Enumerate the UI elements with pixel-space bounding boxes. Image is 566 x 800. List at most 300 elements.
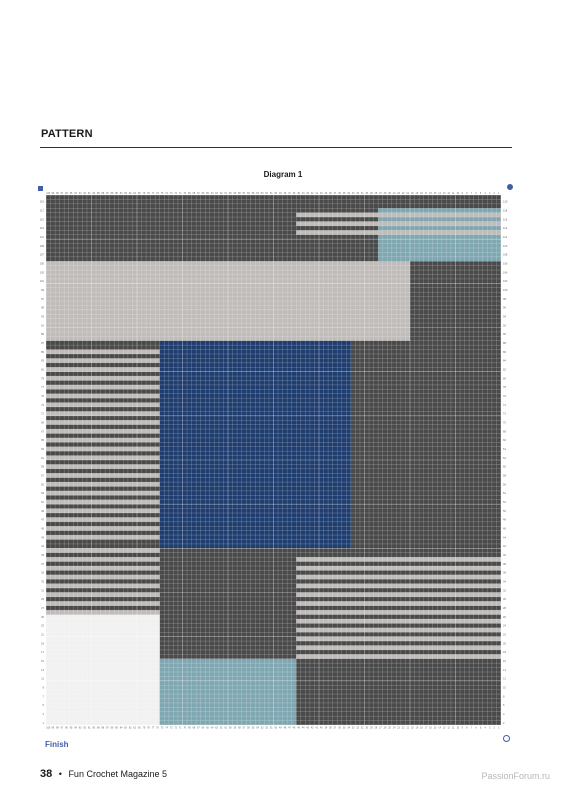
stripe-band-3-30 [296,593,501,597]
page-number: 38 [40,768,53,780]
column-number-label: 2 [493,192,495,195]
row-number-label: 36 [503,571,506,575]
row-number-label: 80 [503,377,506,381]
stripe-band-3-24 [296,619,501,623]
row-number-label: 67 [41,430,44,434]
column-number-label: 55 [251,192,255,195]
column-number-label: 85 [115,192,118,195]
column-number-label: 65 [206,192,209,195]
row-number-label: 53 [41,492,44,496]
column-number-label: 19 [415,726,419,730]
column-number-label: 13 [442,192,446,195]
column-number-label: 9 [461,726,463,730]
column-number-label: 74 [165,192,168,195]
column-number-label: 9 [461,192,463,195]
column-number-label: 80 [137,192,141,195]
row-number-label: 35 [41,571,44,575]
column-number-label: 73 [169,726,173,730]
row-number-label: 91 [41,324,44,328]
row-number-label: 8 [503,695,505,699]
row-number-label: 65 [41,439,44,443]
column-number-label: 99 [51,726,55,730]
column-number-label: 71 [178,726,182,730]
row-number-label: 63 [41,447,44,451]
row-number-label: 29 [41,598,44,602]
column-number-label: 37 [333,192,337,195]
stripe-band-4-26 [46,610,160,614]
column-number-label: 92 [83,726,87,730]
column-number-label: 56 [247,192,250,195]
column-number-label: 36 [338,726,341,730]
column-number-label: 60 [228,726,232,730]
column-number-label: 45 [297,192,300,195]
row-number-label: 109 [39,244,44,248]
row-number-label: 103 [39,271,44,275]
column-number-label: 94 [74,726,77,730]
column-number-label: 28 [374,726,378,730]
column-number-label: 86 [110,192,114,195]
column-number-label: 48 [283,726,287,730]
column-number-label: 20 [410,726,414,730]
column-number-label: 99 [51,192,55,195]
row-number-label: 34 [503,580,506,584]
column-number-label: 52 [265,192,269,195]
row-number-label: 93 [41,315,44,319]
row-number-label: 24 [503,624,506,628]
row-number-label: 1 [42,721,44,725]
row-number-label: 48 [503,518,506,522]
stripe-band-5-67 [46,429,160,433]
column-number-label: 41 [315,192,319,195]
row-number-label: 116 [503,218,508,222]
row-number-label: 52 [503,500,506,504]
stripe-band-5-75 [46,394,160,398]
column-number-label: 20 [410,192,414,195]
column-number-label: 1 [498,192,500,195]
row-number-label: 105 [39,262,44,266]
column-number-label: 96 [65,726,68,730]
row-number-label: 42 [503,545,506,549]
row-number-label: 120 [503,200,508,204]
magazine-name: Fun Crochet Magazine 5 [68,769,167,779]
row-number-label: 21 [41,633,44,637]
row-number-label: 112 [503,235,508,239]
row-number-label: 43 [41,536,44,540]
row-number-label: 39 [41,553,44,557]
section-divider [40,147,512,148]
column-number-label: 5 [479,192,482,195]
column-number-label: 39 [324,192,328,195]
column-number-label: 39 [324,726,328,730]
stripe-band-3-20 [296,637,501,641]
column-number-label: 33 [351,192,355,195]
column-number-label: 72 [174,726,178,730]
row-number-label: 94 [503,315,506,319]
column-number-label: 4 [484,192,486,195]
stripe-band-3-22 [296,628,501,632]
row-number-label: 77 [41,386,44,390]
row-number-label: 4 [503,712,505,716]
column-number-label: 84 [119,726,123,730]
row-number-label: 101 [39,280,44,284]
watermark: PassionForum.ru [481,771,550,781]
row-number-label: 46 [503,527,506,531]
stripe-band-3-38 [296,557,501,561]
column-number-label: 84 [119,192,123,195]
column-number-label: 90 [92,192,96,195]
row-number-label: 81 [41,368,44,372]
row-number-label: 41 [41,545,44,549]
stripe-band-4-38 [46,557,160,561]
section-title: PATTERN [41,128,93,140]
column-number-label: 79 [142,192,146,195]
page-footer [40,768,167,780]
column-number-label: 76 [156,192,159,195]
column-number-label: 24 [392,726,396,730]
stripe-band-5-57 [46,473,160,477]
stripe-band-5-45 [46,526,160,530]
column-number-label: 81 [133,726,137,730]
row-number-label: 66 [503,439,506,443]
column-number-label: 57 [242,726,246,730]
column-number-label: 98 [56,726,59,730]
column-number-label: 57 [242,192,246,195]
column-number-label: 87 [106,192,109,195]
column-number-label: 19 [415,192,419,195]
column-number-label: 91 [87,726,91,730]
row-number-label: 40 [503,553,506,557]
row-number-label: 62 [503,456,506,460]
stripe-band-5-71 [46,411,160,415]
stripe-band-5-83 [46,358,160,362]
column-number-label: 89 [96,726,100,730]
column-number-label: 40 [319,726,323,730]
row-number-label: 60 [503,465,506,469]
column-number-label: 55 [251,726,255,730]
column-number-label: 43 [306,192,309,195]
finish-label: Finish [45,740,69,749]
column-number-label: 15 [433,192,437,195]
row-number-label: 26 [503,615,506,619]
column-number-label: 82 [128,726,132,730]
column-number-label: 67 [197,726,200,730]
color-block-1 [46,615,160,725]
column-number-label: 51 [269,192,273,195]
row-number-label: 114 [503,227,508,231]
row-number-label: 37 [41,562,44,566]
row-number-label: 71 [41,412,44,416]
column-number-label: 25 [388,726,391,730]
column-number-label: 12 [447,726,451,730]
column-number-label: 23 [397,726,400,730]
column-number-label: 53 [260,726,264,730]
stripe-band-5-53 [46,491,160,495]
column-number-label: 91 [87,192,91,195]
row-number-label: 55 [41,483,44,487]
stripe-band-5-79 [46,376,160,380]
column-number-label: 70 [183,192,187,195]
column-number-label: 6 [475,726,477,730]
stripe-band-5-51 [46,500,160,504]
row-number-label: 45 [41,527,44,531]
row-number-label: 47 [41,518,44,522]
stripe-band-4-28 [46,601,160,605]
pattern-chart [36,190,511,736]
stripe-band-9-112 [296,230,501,234]
row-number-label: 51 [41,500,44,504]
stripe-band-5-49 [46,509,160,513]
column-number-label: 76 [156,726,159,730]
row-number-label: 107 [39,253,44,257]
stripe-band-5-47 [46,517,160,521]
column-number-label: 8 [466,726,468,730]
column-number-label: 63 [215,192,218,195]
column-number-label: 35 [342,192,346,195]
column-number-label: 51 [269,726,273,730]
row-number-label: 108 [503,253,508,257]
row-number-label: 100 [503,288,508,292]
column-number-label: 22 [401,192,405,195]
row-number-label: 5 [42,704,44,708]
column-number-label: 53 [260,192,264,195]
column-number-label: 44 [301,192,305,195]
row-number-label: 2 [503,721,505,725]
row-number-label: 82 [503,368,506,372]
column-number-label: 65 [206,726,209,730]
column-number-label: 73 [169,192,173,195]
column-number-label: 41 [315,726,319,730]
row-number-label: 28 [503,606,506,610]
row-number-label: 89 [41,333,44,337]
column-number-label: 17 [424,192,428,195]
stripe-band-5-81 [46,367,160,371]
row-number-label: 118 [503,209,508,213]
row-number-label: 44 [503,536,506,540]
stripe-band-4-32 [46,584,160,588]
column-number-label: 100 [46,192,51,195]
column-number-label: 45 [297,726,300,730]
column-number-label: 47 [288,192,291,195]
column-number-label: 35 [342,726,346,730]
stripe-band-5-73 [46,403,160,407]
column-number-label: 2 [493,726,495,730]
column-number-label: 50 [274,192,278,195]
column-number-label: 78 [147,192,150,195]
column-number-label: 26 [383,192,387,195]
stripe-band-4-30 [46,593,160,597]
row-number-label: 70 [503,421,506,425]
column-number-label: 66 [201,726,205,730]
row-number-label: 31 [41,589,44,593]
column-number-label: 63 [215,726,218,730]
column-number-label: 8 [466,192,468,195]
column-number-label: 27 [379,192,382,195]
column-number-label: 88 [101,192,105,195]
column-number-label: 59 [233,192,237,195]
column-number-label: 97 [60,192,64,195]
stripe-band-3-36 [296,566,501,570]
row-number-label: 12 [503,677,506,681]
column-number-label: 69 [187,192,191,195]
column-number-label: 64 [210,192,214,195]
row-number-label: 76 [503,394,506,398]
row-number-label: 115 [39,218,44,222]
column-number-label: 12 [447,192,451,195]
column-number-label: 64 [210,726,214,730]
stripe-band-5-65 [46,438,160,442]
column-number-label: 43 [306,726,309,730]
row-number-label: 20 [503,642,506,646]
column-number-label: 14 [438,192,441,195]
column-number-label: 7 [470,192,473,195]
row-number-label: 90 [503,333,506,337]
column-number-label: 10 [456,726,460,730]
column-number-label: 68 [192,192,196,195]
row-number-label: 38 [503,562,506,566]
stripe-band-4-40 [46,548,160,552]
column-number-label: 88 [101,726,105,730]
column-number-label: 67 [197,192,200,195]
column-number-label: 48 [283,192,287,195]
column-number-label: 18 [420,192,423,195]
column-number-label: 46 [292,192,296,195]
column-number-label: 1 [498,726,500,730]
stripe-band-3-18 [296,646,501,650]
row-number-label: 98 [503,297,506,301]
stripe-band-3-28 [296,601,501,605]
row-number-label: 75 [41,394,44,398]
column-number-label: 92 [83,192,87,195]
column-number-label: 77 [151,192,155,195]
column-number-label: 78 [147,726,150,730]
row-number-label: 22 [503,633,506,637]
row-number-label: 50 [503,509,506,513]
column-number-label: 6 [475,192,477,195]
stripe-band-9-116 [296,213,501,217]
row-number-label: 25 [41,615,44,619]
column-number-label: 3 [488,192,491,195]
row-number-label: 88 [503,341,506,345]
column-number-label: 36 [338,192,341,195]
stripe-band-5-63 [46,447,160,451]
column-number-label: 27 [379,726,382,730]
column-number-label: 75 [160,192,164,195]
row-number-label: 83 [41,359,44,363]
column-number-label: 70 [183,726,187,730]
stripe-band-3-26 [296,610,501,614]
row-number-label: 64 [503,447,506,451]
column-number-label: 62 [219,726,223,730]
column-number-label: 54 [256,726,259,730]
column-number-label: 83 [124,726,127,730]
column-number-label: 28 [374,192,378,195]
column-number-label: 87 [106,726,109,730]
column-number-label: 32 [356,726,360,730]
row-number-label: 117 [39,209,44,213]
diagram-title: Diagram 1 [263,170,303,179]
stripe-band-5-69 [46,420,160,424]
column-number-label: 94 [74,192,77,195]
column-number-label: 86 [110,726,114,730]
column-number-label: 11 [451,192,455,195]
row-number-label: 104 [503,271,508,275]
row-number-label: 11 [41,677,44,681]
column-number-label: 25 [388,192,391,195]
column-number-label: 74 [165,726,168,730]
column-number-label: 81 [133,192,137,195]
row-number-label: 99 [41,288,44,292]
row-number-label: 85 [41,350,44,354]
row-number-label: 61 [41,456,44,460]
column-number-label: 95 [69,192,73,195]
column-number-label: 60 [228,192,232,195]
column-number-label: 42 [310,192,314,195]
row-number-label: 32 [503,589,506,593]
row-number-label: 119 [39,200,44,204]
row-number-label: 58 [503,474,506,478]
column-number-label: 38 [329,192,332,195]
column-number-label: 52 [265,726,269,730]
stripe-band-4-36 [46,566,160,570]
column-number-label: 29 [369,726,373,730]
row-number-label: 95 [41,306,44,310]
column-number-label: 16 [429,192,432,195]
column-number-label: 46 [292,726,296,730]
column-number-label: 50 [274,726,278,730]
column-number-label: 100 [46,726,51,730]
stripe-band-5-77 [46,385,160,389]
row-number-label: 13 [41,668,44,672]
column-number-label: 29 [369,192,373,195]
stripe-band-3-34 [296,575,501,579]
column-number-label: 21 [406,726,410,730]
column-number-label: 89 [96,192,100,195]
row-number-label: 96 [503,306,506,310]
row-number-label: 16 [503,659,506,663]
column-number-label: 34 [347,192,350,195]
column-number-label: 93 [78,192,82,195]
column-number-label: 22 [401,726,405,730]
row-number-label: 69 [41,421,44,425]
column-number-label: 30 [365,726,369,730]
stripe-band-5-55 [46,482,160,486]
footer-bullet: • [58,769,62,779]
column-number-label: 79 [142,726,146,730]
row-number-label: 14 [503,668,506,672]
column-number-label: 61 [224,192,228,195]
row-number-label: 72 [503,412,506,416]
column-number-label: 11 [451,726,455,730]
column-number-label: 95 [69,726,73,730]
column-number-label: 33 [351,726,355,730]
row-number-label: 27 [41,606,44,610]
column-number-label: 69 [187,726,191,730]
column-number-label: 90 [92,726,96,730]
row-number-label: 15 [41,659,44,663]
column-number-label: 5 [479,726,482,730]
column-number-label: 7 [470,726,473,730]
row-number-label: 102 [503,280,508,284]
row-number-label: 54 [503,492,506,496]
stripe-band-5-61 [46,456,160,460]
column-number-label: 37 [333,726,337,730]
row-number-label: 3 [42,712,44,716]
column-number-label: 47 [288,726,291,730]
column-number-label: 49 [278,726,282,730]
column-number-label: 18 [420,726,423,730]
row-number-label: 111 [40,235,44,239]
row-number-label: 17 [41,651,44,655]
